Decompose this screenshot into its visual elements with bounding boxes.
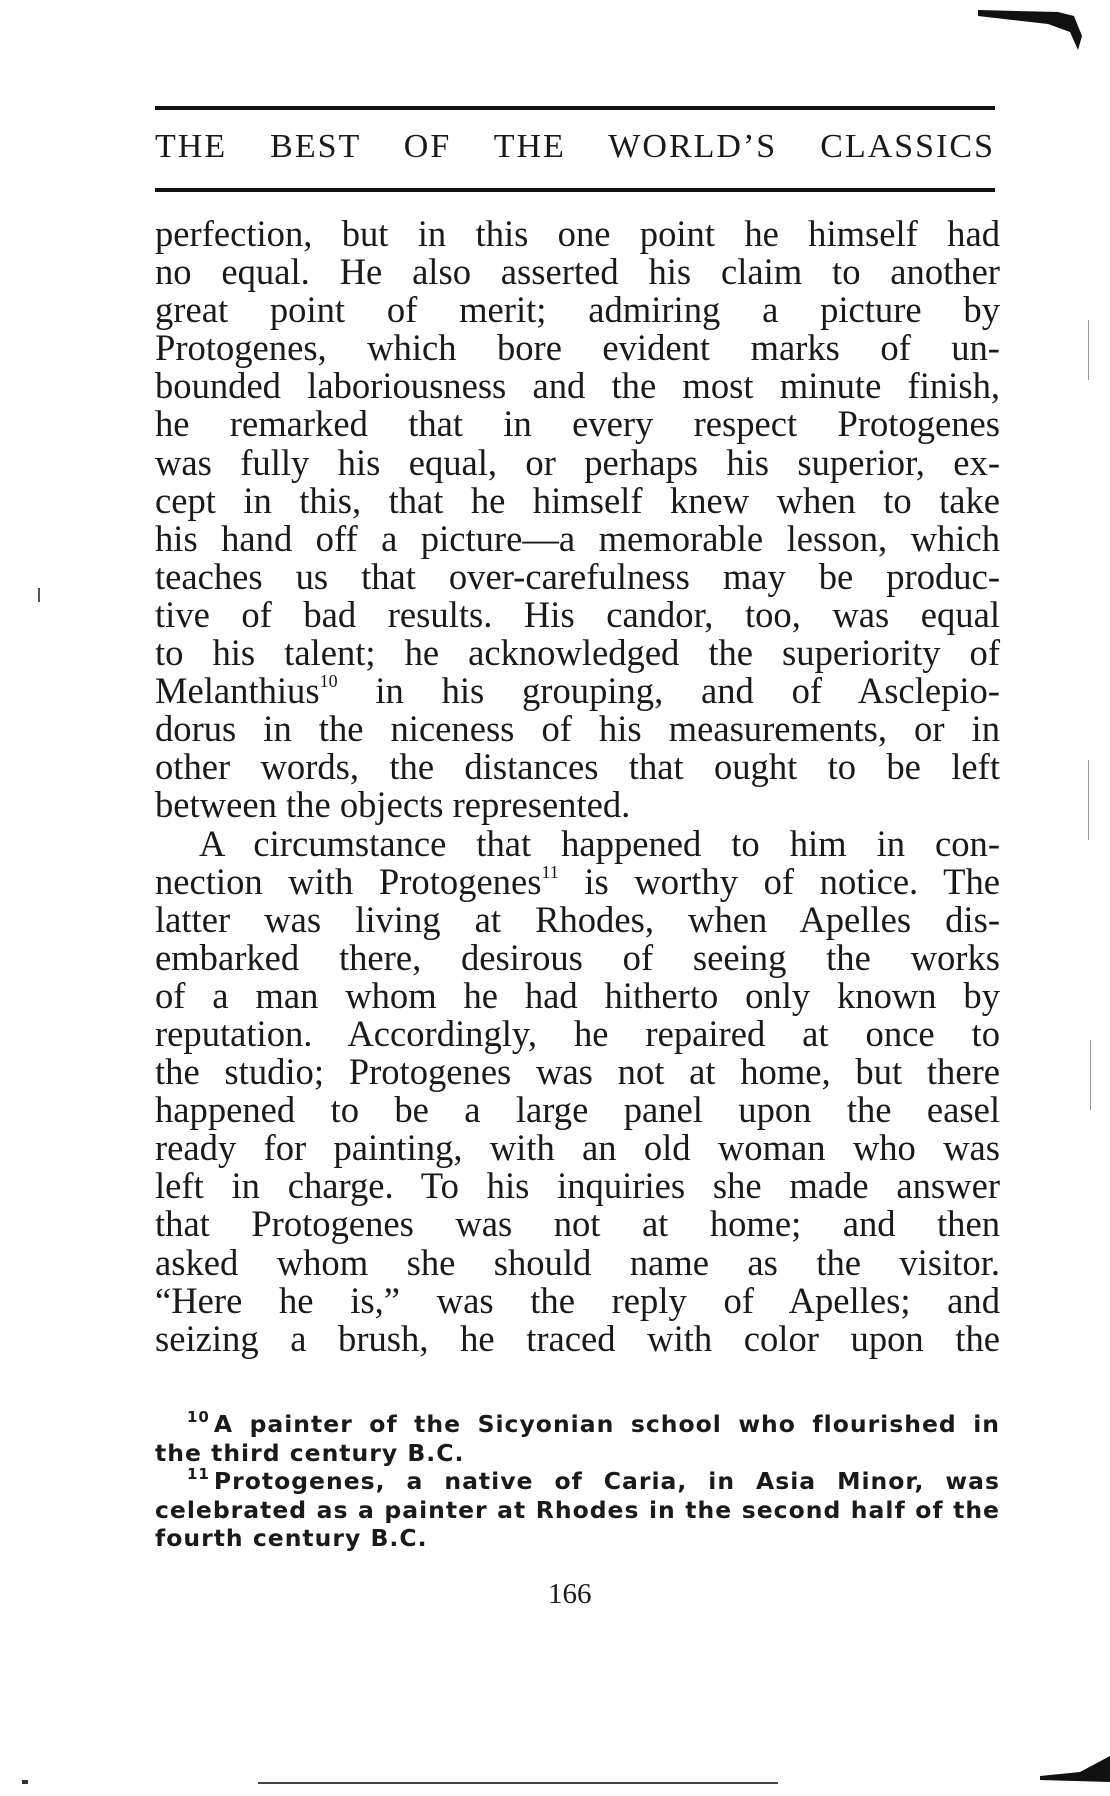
text-line: great point of merit; admiring a picture by: [155, 289, 1000, 331]
header-rule-top: [155, 106, 995, 110]
bottom-corner-mark: [1040, 1752, 1110, 1782]
footnote-text: Protogenes, a native of Caria, in Asia Minor, was: [213, 1467, 1000, 1495]
text-line: asked whom she should name as the visitor.: [155, 1241, 1000, 1283]
text-line: between the objects represented.: [155, 784, 631, 826]
text-line: was fully his equal, or perhaps his superior, ex-: [155, 441, 1000, 483]
footnote-ref-11: 11: [541, 861, 559, 882]
text-line: dorus in the niceness of his measurements, or in: [155, 708, 1000, 750]
text-line: perfection, but in this one point he himself had: [155, 213, 1000, 254]
scan-speck: [1088, 760, 1089, 840]
text-line: other words, the distances that ought to be left: [155, 746, 1000, 788]
text-line: reputation. Accordingly, he repaired at once to: [155, 1012, 1000, 1054]
text-line: Protogenes, which bore evident marks of un-: [155, 327, 1000, 369]
footnote-text: the third century: [155, 1438, 399, 1467]
footnote-ref-10: 10: [319, 671, 338, 692]
text-line: of a man whom he had hitherto only known by: [155, 974, 1000, 1016]
text-line: A circumstance that happened to him in con-: [199, 822, 1000, 864]
text-line: his hand off a picture—a memorable lesson, which: [155, 517, 1000, 559]
text-line: embarked there, desirous of seeing the works: [155, 936, 1000, 978]
text-line: left in charge. To his inquiries she made answer: [155, 1165, 1000, 1207]
text-line: he remarked that in every respect Protogenes: [155, 403, 1000, 445]
text-segment: is worthy of notice. The: [584, 860, 1000, 902]
footnote-number: 10: [187, 1408, 210, 1426]
text-segment: nection with Protogenes: [155, 860, 542, 902]
scan-speck: [1090, 1040, 1091, 1110]
footnote-11-line: celebrated as a painter at Rhodes in the second half of the: [155, 1495, 1000, 1524]
text-line: the studio; Protogenes was not at home, but there: [155, 1051, 1000, 1093]
text-line: happened to be a large panel upon the easel: [155, 1089, 1000, 1131]
header-rule-bottom: [155, 188, 995, 192]
body-text: [155, 215, 1000, 1358]
text-line: no equal. He also asserted his claim to another: [155, 251, 1000, 293]
footnote-number: 11: [187, 1465, 210, 1483]
text-line: seizing a brush, he traced with color upon the: [155, 1317, 1000, 1359]
scan-speck: [1088, 320, 1089, 380]
footnote-11-line: [155, 1467, 1000, 1496]
text-line: tive of bad results. His candor, too, was equal: [155, 593, 1000, 635]
footnote-text: fourth century: [155, 1524, 362, 1552]
page-number: 166: [548, 1578, 592, 1610]
text-line: cept in this, that he himself knew when to take: [155, 479, 1000, 521]
era-abbrev: B.C.: [370, 1524, 428, 1552]
melanthius-word: Melanthius: [155, 670, 320, 712]
bottom-scan-line: [258, 1782, 778, 1784]
text-line: to his talent; he acknowledged the superiority of: [155, 632, 1000, 674]
text-line: bounded laboriousness and the most minute finish,: [155, 365, 1000, 407]
footnote-11-line: [155, 1524, 1000, 1553]
text-line: [155, 860, 1000, 902]
footnotes: [155, 1410, 1000, 1553]
page-corner-mark: [978, 2, 1088, 52]
text-line: teaches us that over-carefulness may be produc-: [155, 555, 1000, 597]
footnote-text: A painter of the Sicyonian school who flourished in: [213, 1410, 1000, 1438]
scan-speck: [38, 588, 40, 602]
footnote-10-line: [155, 1439, 1000, 1468]
text-line: “Here he is,” was the reply of Apelles; and: [155, 1279, 1000, 1321]
running-head: THE BEST OF THE WORLD’S CLASSICS: [155, 128, 995, 165]
footnote-10-line: [155, 1410, 1000, 1439]
text-line: that Protogenes was not at home; and then: [155, 1203, 1000, 1245]
text-line: ready for painting, with an old woman who was: [155, 1127, 1000, 1169]
text-line: latter was living at Rhodes, when Apelles dis-: [155, 898, 1000, 940]
text-segment: in his grouping, and of Asclepio-: [375, 670, 1000, 712]
era-abbrev: B.C.: [407, 1438, 465, 1467]
text-line: [155, 672, 1000, 710]
scan-speck: [22, 1780, 28, 1784]
